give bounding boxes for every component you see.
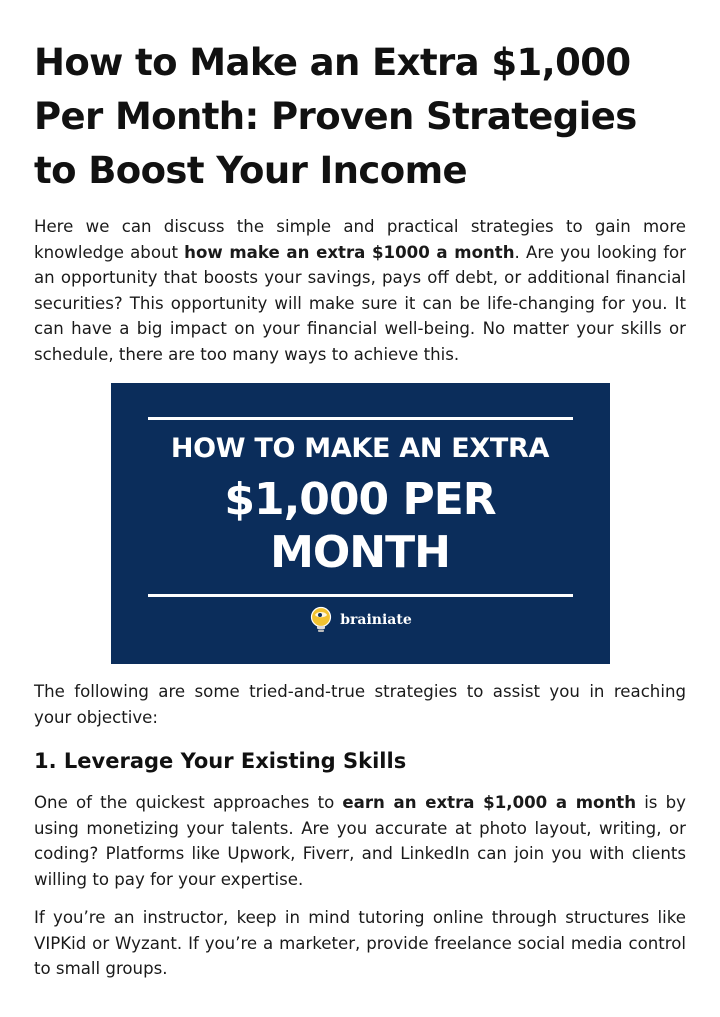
hero-bottom-rule — [148, 594, 573, 597]
strategies-intro-paragraph: The following are some tried-and-true strategies to assist you in reaching your objective: — [34, 682, 686, 727]
hero-image-wrapper — [34, 383, 686, 664]
section-heading: 1. Leverage Your Existing Skills — [34, 749, 407, 773]
section-paragraph-2: If you’re an instructor, keep in mind tutoring online through structures like VIPKid or Wyzant. If you’re a marketer, provide freelance social media control to small groups. — [34, 908, 686, 978]
intro-text-end: . Are you looking for an opportunity that boosts your savings, pays off debt, or additional financial securities? This opportunity will make sure it can be life-changing for you. It can have a big impact on your financial well-being. No matter your skills or schedule, there are too many ways to achieve this. — [34, 242, 687, 364]
intro-text-start: Here we can discuss the simple and practical strategies to gain more knowledge about — [34, 217, 686, 262]
hero-headline-line1: HOW TO MAKE AN EXTRA — [170, 433, 550, 464]
page-title: How to Make an Extra $1,000 Per Month: Proven Strategies to Boost Your Income — [34, 41, 637, 192]
hero-headline-line3: MONTH — [270, 527, 450, 578]
intro-highlight: how make an extra $1000 a month — [184, 242, 515, 262]
section-p1-highlight: earn an extra $1,000 a month — [342, 793, 637, 812]
section-p1-text-start: One of the quickest approaches to — [34, 793, 343, 812]
lightbulb-icon — [308, 606, 334, 634]
section-paragraph-1 — [34, 790, 686, 892]
brand-logo — [111, 606, 610, 634]
section-p1-text-end: is by using monetizing your talents. Are you accurate at photo layout, writing, or coding? Platforms like Upwork, Fiverr, and LinkedIn can join you with clients willing to pay for your expertise. — [34, 793, 686, 889]
hero-headline-line2: $1,000 PER — [224, 474, 496, 525]
hero-top-rule — [148, 417, 573, 420]
intro-paragraph — [34, 214, 686, 367]
hero-image — [111, 383, 610, 664]
brand-name: brainiate — [340, 612, 412, 628]
